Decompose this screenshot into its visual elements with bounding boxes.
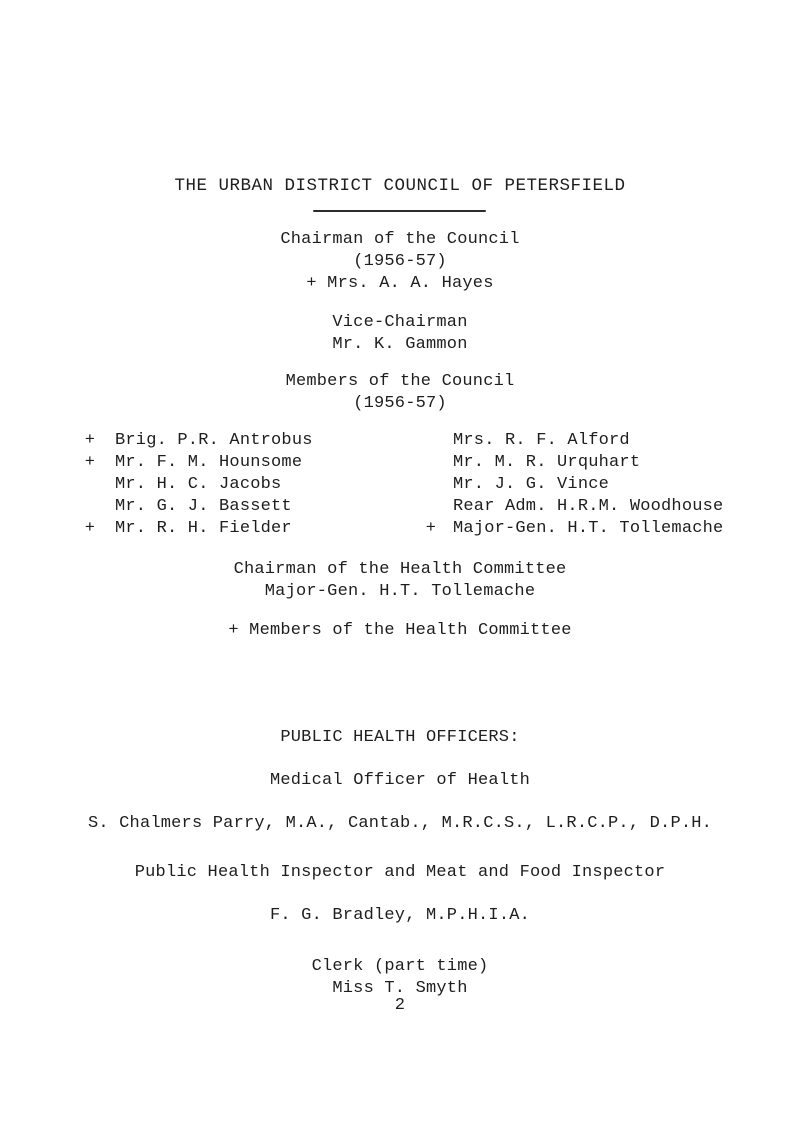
health-committee-chair: Major-Gen. H.T. Tollemache (264, 582, 536, 601)
page-number: 2 (394, 996, 406, 1015)
health-committee-mark: + (84, 431, 96, 450)
chairman-heading: Chairman of the Council (280, 230, 520, 249)
vice-chairman-heading: Vice-Chairman (332, 313, 468, 332)
member-name: Mr. F. M. Hounsome (115, 453, 303, 472)
member-name: Mr. J. G. Vince (453, 475, 610, 494)
health-committee-heading: Chairman of the Health Committee (233, 560, 567, 579)
inspector-title: Public Health Inspector and Meat and Food Inspector (134, 863, 666, 882)
member-name: Mr. R. H. Fielder (115, 519, 292, 538)
member-name: Mr. G. J. Bassett (115, 497, 292, 516)
list-item (0, 497, 800, 519)
chairman-name: + Mrs. A. A. Hayes (306, 274, 494, 293)
member-name: Mr. H. C. Jacobs (115, 475, 282, 494)
medical-officer-title: Medical Officer of Health (269, 771, 531, 790)
health-committee-note: + Members of the Health Committee (228, 621, 572, 640)
member-name: Mr. M. R. Urquhart (453, 453, 641, 472)
page-title: THE URBAN DISTRICT COUNCIL OF PETERSFIELD (174, 176, 626, 196)
health-committee-mark: + (84, 519, 96, 538)
inspector-name: F. G. Bradley, M.P.H.I.A. (269, 906, 531, 925)
member-name: Rear Adm. H.R.M. Woodhouse (453, 497, 724, 516)
health-committee-mark: + (84, 453, 96, 472)
list-item (0, 475, 800, 497)
list-item (0, 453, 800, 475)
member-name: Mrs. R. F. Alford (453, 431, 630, 450)
chairman-period: (1956-57) (353, 252, 447, 271)
officers-heading: PUBLIC HEALTH OFFICERS: (280, 728, 520, 747)
health-committee-mark: + (425, 519, 437, 538)
members-period: (1956-57) (353, 394, 447, 413)
clerk-title: Clerk (part time) (311, 957, 489, 976)
title-underline (313, 210, 486, 212)
medical-officer-name: S. Chalmers Parry, M.A., Cantab., M.R.C.S., L.R.C.P., D.P.H. (87, 814, 713, 833)
member-name: Major-Gen. H.T. Tollemache (453, 519, 724, 538)
clerk-name: Miss T. Smyth (332, 979, 468, 998)
list-item (0, 431, 800, 453)
list-item (0, 519, 800, 541)
vice-chairman-name: Mr. K. Gammon (332, 335, 468, 354)
members-heading: Members of the Council (285, 372, 515, 391)
member-name: Brig. P.R. Antrobus (115, 431, 313, 450)
